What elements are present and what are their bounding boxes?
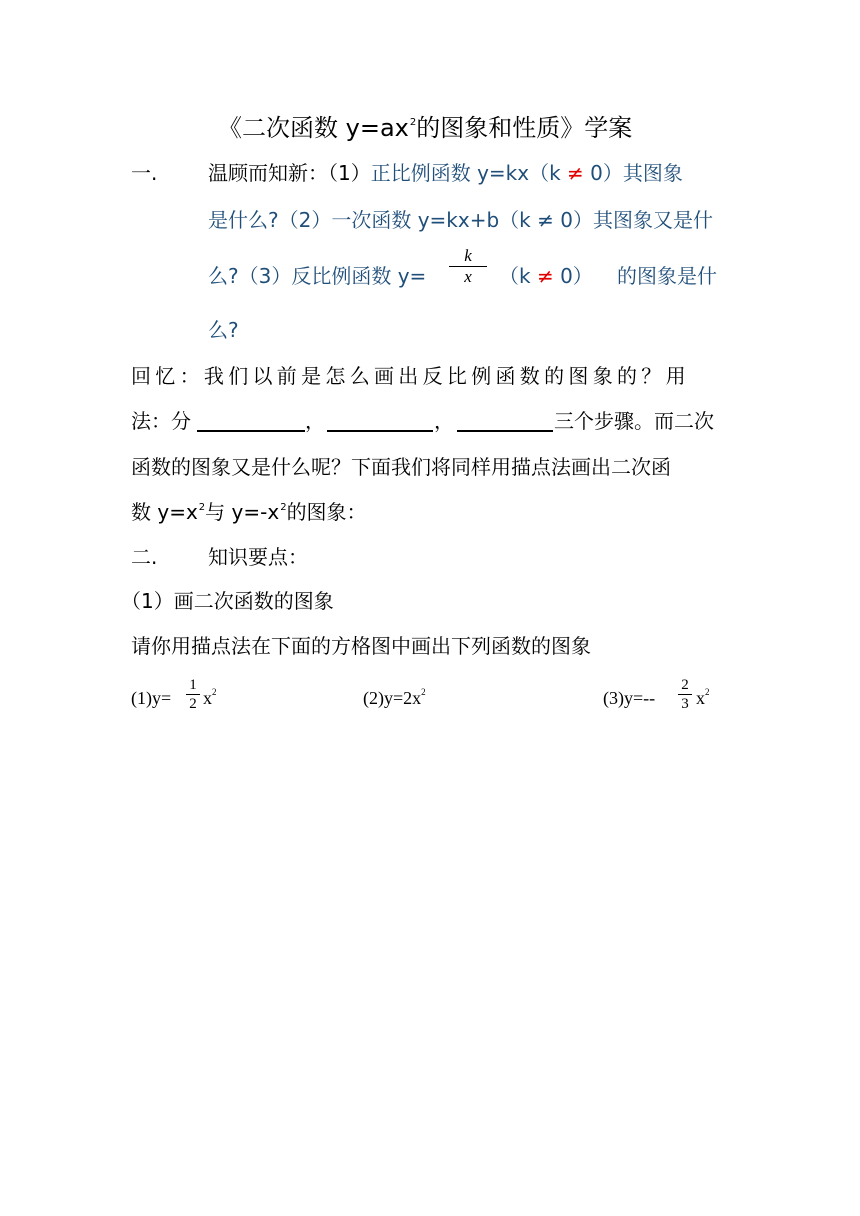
condition-end: 0） (553, 264, 593, 288)
section1-line1 (208, 161, 683, 185)
section1-line3-post: 的图象是什 (617, 264, 717, 288)
function-1-fraction (186, 676, 200, 713)
function-2-expr: y=2x (384, 688, 422, 708)
neq-symbol: ≠ (537, 208, 554, 232)
section1-line3-pre: 么?（3）反比例函数 y= (208, 264, 427, 288)
function-1 (131, 688, 171, 709)
function-2-label: (2) (363, 688, 384, 708)
function-2 (363, 688, 426, 709)
function-1-prefix: y= (152, 688, 172, 708)
function-3-numerator: 2 (681, 677, 689, 693)
function-1-label: (1) (131, 688, 152, 708)
blank-step-3[interactable] (457, 430, 553, 432)
subsection-1: （1）画二次函数的图象 (121, 589, 334, 613)
title-superscript: 2 (409, 117, 417, 128)
function-3-fraction (678, 676, 692, 713)
section1-line2 (208, 208, 713, 232)
section1-lead: 温顾而知新：（1） (208, 161, 371, 185)
function-3 (603, 688, 655, 709)
title-pre: 《二次函数 y=ax (218, 114, 409, 142)
neq-symbol: ≠ (536, 264, 554, 288)
recall-line3: 函数的图象又是什么呢？下面我们将同样用描点法画出二次函 (131, 455, 671, 479)
recall-line4 (131, 500, 367, 529)
section1-line4: 么? (208, 318, 239, 342)
function-3-x: x (696, 688, 705, 708)
blank-step-1[interactable] (197, 430, 305, 432)
recall-line2-pre: 法：分 (131, 409, 191, 433)
condition-text: （k (499, 264, 537, 288)
function-3-sup: 2 (705, 687, 710, 697)
function-1-sup: 2 (212, 687, 217, 697)
section2-heading: 知识要点： (208, 545, 308, 569)
question1-text: 正比例函数 y=kx（k (370, 161, 568, 185)
blank-step-2[interactable] (327, 430, 433, 432)
fraction-numerator: k (464, 246, 472, 265)
function-1-denominator: 2 (189, 696, 197, 712)
recall-line1: 回忆：我们以前是怎么画出反比例函数的图象的？用 (131, 364, 690, 388)
question2-end: 0）其图象又是什 (553, 208, 713, 232)
function-1-x: x (203, 688, 212, 708)
function-3-denominator: 3 (681, 696, 689, 712)
recall-comma-1: ， (305, 409, 325, 433)
title-post: 的图象和性质》学案 (416, 114, 633, 142)
function-2-sup: 2 (421, 687, 426, 697)
function-3-var (696, 688, 710, 709)
question1-end: 0）其图象 (583, 161, 683, 185)
function-1-numerator: 1 (189, 677, 197, 693)
question2-text: 是什么?（2）一次函数 y=kx+b（k (208, 208, 538, 232)
instruction: 请你用描点法在下面的方格图中画出下列函数的图象 (131, 634, 591, 658)
recall-sup2: 2 (280, 502, 287, 513)
page-title (218, 114, 632, 148)
recall-end: 的图象： (286, 500, 367, 524)
function-1-var (203, 688, 217, 709)
section2-number: 二. (131, 545, 158, 569)
recall-comma-2: ， (434, 409, 454, 433)
inverse-fraction (449, 246, 487, 287)
function-3-label: (3) (603, 688, 624, 708)
section1-number: 一. (131, 161, 158, 185)
function-3-prefix: y=-- (624, 688, 656, 708)
neq-symbol: ≠ (567, 161, 584, 185)
recall-func1: 数 y=x (131, 500, 198, 524)
recall-line2-post: 三个步骤。而二次 (554, 409, 714, 433)
section1-line3-cond (499, 264, 593, 288)
recall-sup1: 2 (198, 502, 206, 513)
fraction-denominator: x (464, 267, 472, 286)
recall-func2: 与 y=-x (205, 500, 280, 524)
